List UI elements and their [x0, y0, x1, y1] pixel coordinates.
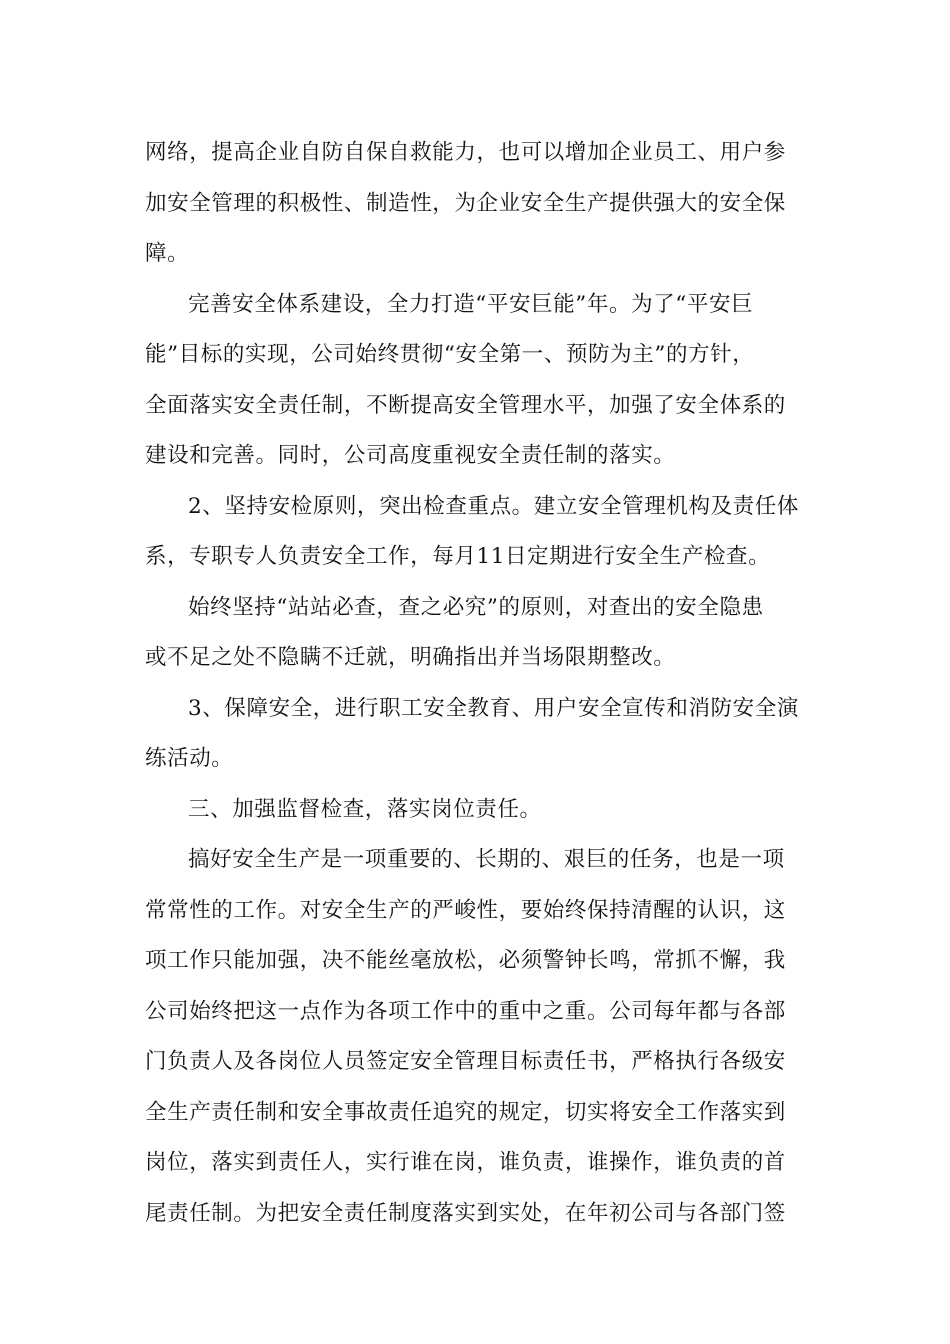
text-line: 全生产责任制和安全事故责任追究的规定，切实将安全工作落实到: [145, 1099, 786, 1125]
text-line: 2、坚持安检原则，突出检查重点。建立安全管理机构及责任体: [188, 493, 799, 519]
text-line: 能”目标的实现，公司始终贯彻“安全第一、预防为主”的方针，: [145, 342, 755, 367]
text-line: 全面落实安全责任制，不断提高安全管理水平，加强了安全体系的: [145, 392, 786, 418]
paragraph-always-inspect: [145, 583, 809, 684]
text-line: 网络，提高企业自防自保自救能力，也可以增加企业员工、用户参: [145, 140, 786, 165]
text-line: 门负责人及各岗位人员签定安全管理目标责任书，严格执行各级安: [145, 1049, 786, 1074]
text-line: 加安全管理的积极性、制造性，为企业安全生产提供强大的安全保: [145, 190, 786, 216]
text-line: 系，专职专人负责安全工作，每月11日定期进行安全生产检查。: [145, 544, 771, 569]
paragraph-safety-system: [145, 280, 809, 482]
text-line: 始终坚持“站站必查，查之必究”的原则，对查出的安全隐患: [188, 594, 764, 620]
paragraph-network-continuation: [145, 128, 809, 280]
paragraph-safety-education: [145, 684, 809, 785]
text-line: 公司始终把这一点作为各项工作中的重中之重。公司每年都与各部: [145, 998, 786, 1024]
text-line: 搞好安全生产是一项重要的、长期的、艰巨的任务，也是一项: [188, 847, 785, 872]
document-body: [145, 128, 809, 1239]
text-line: 障。: [145, 241, 190, 266]
text-line: 尾责任制。为把安全责任制度落实到实处，在年初公司与各部门签: [145, 1200, 786, 1226]
text-line: 练活动。: [145, 746, 234, 771]
text-line: 或不足之处不隐瞒不迁就，明确指出并当场限期整改。: [145, 645, 676, 670]
paragraph-inspection-principle: [145, 482, 809, 583]
text-line: 完善安全体系建设，全力打造“平安巨能”年。为了“平安巨: [188, 291, 754, 317]
text-line: 项工作只能加强，决不能丝毫放松，必须警钟长鸣，常抓不懈，我: [145, 948, 786, 973]
text-line: 3、保障安全，进行职工安全教育、用户安全宣传和消防安全演: [188, 695, 799, 721]
text-line: 建设和完善。同时，公司高度重视安全责任制的落实。: [145, 443, 676, 468]
section-heading: [145, 785, 809, 836]
text-line: 常常性的工作。对安全生产的严峻性，要始终保持清醒的认识，这: [145, 897, 786, 923]
text-line: 岗位，落实到责任人，实行谁在岗，谁负责，谁操作，谁负责的首: [145, 1150, 786, 1175]
paragraph-safety-production: [145, 835, 809, 1239]
section-heading-text: 三、加强监督检查，落实岗位责任。: [188, 796, 542, 822]
